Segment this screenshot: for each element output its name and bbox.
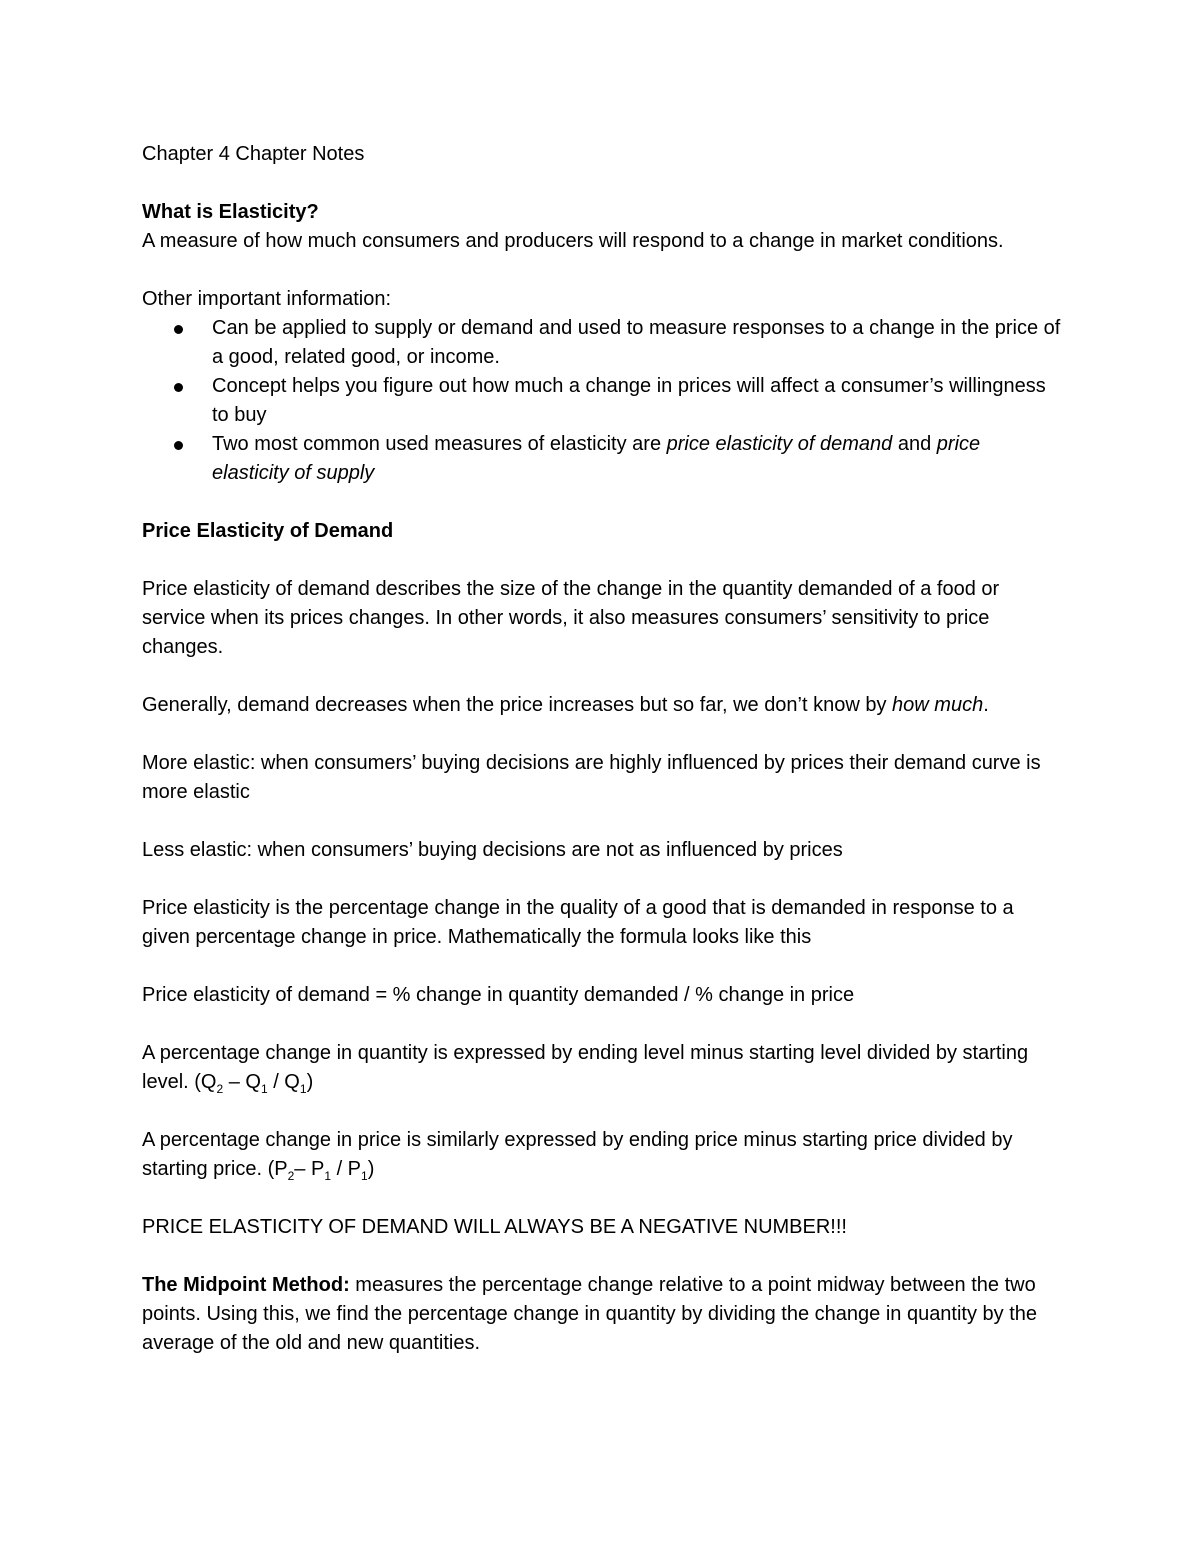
subscript: 2 [287, 1169, 295, 1183]
other-info-heading: Other important information: [142, 288, 391, 310]
what-is-heading: What is Elasticity? [142, 201, 319, 223]
spacer [142, 1010, 1062, 1039]
price-change-mid1: – P [294, 1158, 325, 1180]
subscript: 1 [260, 1082, 268, 1096]
subscript: 1 [299, 1082, 307, 1096]
spacer [142, 169, 1062, 198]
price-change-post: ) [367, 1158, 375, 1180]
quantity-change-text [142, 1039, 1062, 1097]
quantity-change-mid1: – Q [223, 1071, 261, 1093]
negative-note: PRICE ELASTICITY OF DEMAND WILL ALWAYS BE A NEGATIVE NUMBER!!! [142, 1216, 847, 1238]
quantity-change-mid2: / Q [267, 1071, 300, 1093]
bullet-icon [174, 441, 183, 450]
bullet-term-demand: price elasticity of demand [666, 433, 893, 455]
midpoint-paragraph [142, 1271, 1062, 1358]
price-change-pre: A percentage change in price is similarly expressed by ending price minus starting price divided by starting price. (P [142, 1129, 1013, 1180]
ped-general-emphasis: how much [892, 694, 984, 716]
what-is-definition: A measure of how much consumers and producers will respond to a change in market conditions. [142, 230, 1004, 252]
bullet-list [142, 314, 1062, 488]
less-elastic-text: Less elastic: when consumers’ buying decisions are not as influenced by prices [142, 839, 843, 861]
price-elasticity-text: Price elasticity is the percentage change in the quality of a good that is demanded in response to a given percentage change in price. Mathematically the formula looks like this [142, 897, 1014, 948]
document-body [142, 140, 1062, 1358]
bullet-term-supply: price elasticity of supply [212, 433, 981, 484]
spacer [142, 1184, 1062, 1213]
quantity-change-post: ) [306, 1071, 314, 1093]
ped-definition: Price elasticity of demand describes the size of the change in the quantity demanded of a food or service when its prices changes. In other words, it also measures consumers’ sensitivity to price changes. [142, 578, 1000, 658]
ped-heading: Price Elasticity of Demand [142, 520, 394, 542]
ped-general-post: . [983, 694, 989, 716]
quantity-change-pre: A percentage change in quantity is expressed by ending level minus starting level divided by starting level. (Q [142, 1042, 1029, 1093]
midpoint-label: The Midpoint Method: [142, 1274, 350, 1296]
bullet-item [142, 430, 1062, 488]
spacer [142, 546, 1062, 575]
ped-formula: Price elasticity of demand = % change in quantity demanded / % change in price [142, 984, 855, 1006]
bullet-item [142, 372, 1062, 430]
price-change-text [142, 1126, 1062, 1184]
more-elastic-text: More elastic: when consumers’ buying decisions are highly influenced by prices their demand curve is more elastic [142, 752, 1041, 803]
spacer [142, 662, 1062, 691]
bullet-text-pre: Two most common used measures of elasticity are [212, 433, 667, 455]
bullet-icon [174, 325, 183, 334]
spacer [142, 1242, 1062, 1271]
ped-general-pre: Generally, demand decreases when the price increases but so far, we don’t know by [142, 694, 893, 716]
spacer [142, 720, 1062, 749]
spacer [142, 807, 1062, 836]
bullet-text-mid: and [892, 433, 937, 455]
price-change-mid2: / P [331, 1158, 362, 1180]
document-title: Chapter 4 Chapter Notes [142, 143, 365, 165]
midpoint-text: measures the percentage change relative to a point midway between the two points. Using this, we find the percentage change in quantity by dividing the change in quantity by the average of the old and new quantities. [142, 1274, 1038, 1354]
ped-general [142, 691, 1062, 720]
bullet-text: Can be applied to supply or demand and used to measure responses to a change in the price of a good, related good, or income. [212, 317, 1061, 368]
spacer [142, 256, 1062, 285]
spacer [142, 1097, 1062, 1126]
subscript: 1 [361, 1169, 368, 1183]
bullet-text: Concept helps you figure out how much a change in prices will affect a consumer’s willingness to buy [212, 375, 1046, 426]
subscript: 1 [324, 1169, 332, 1183]
subscript: 2 [216, 1082, 224, 1096]
bullet-item [142, 314, 1062, 372]
bullet-icon [174, 383, 183, 392]
spacer [142, 952, 1062, 981]
spacer [142, 865, 1062, 894]
spacer [142, 488, 1062, 517]
